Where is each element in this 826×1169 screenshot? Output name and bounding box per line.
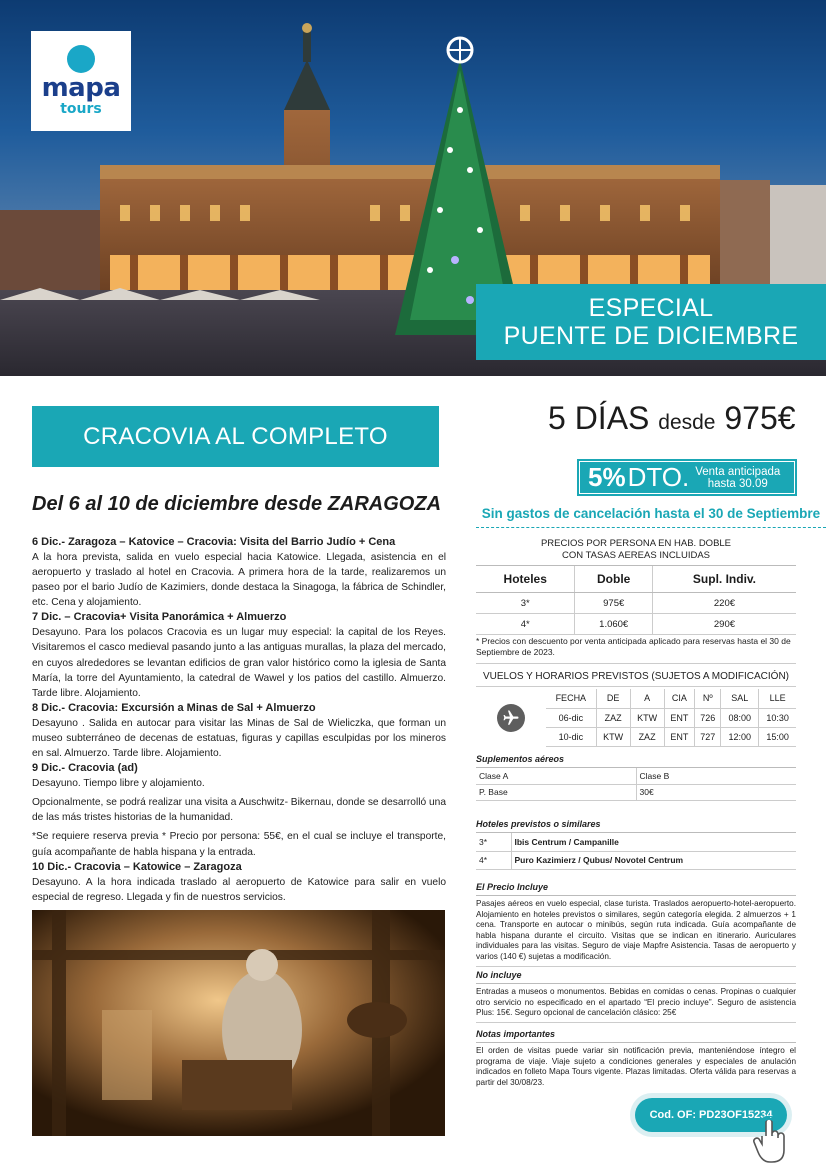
day-5-heading: 10 Dic.- Cracovia – Katowice – Zaragoza [32, 860, 242, 873]
plane-icon [497, 704, 525, 732]
table-row [546, 708, 796, 727]
day-1-heading: 6 Dic.- Zaragoza – Katovice – Cracovia: Visita del Barrio Judío + Cena [32, 536, 396, 548]
day-3-text: Desayuno . Salida en autocar para visitar las Minas de Sal de Wieliczka, que forman un museo subterráneo de decenas de estatuas, figuras y capillas esculpidas por los mineros en sal. Almuerzo. Tarde libre. Alojamiento. [32, 717, 446, 760]
hotels-table [476, 833, 796, 870]
col-supl: Supl. Indiv. [652, 566, 796, 593]
cell: Puro Kazimierz / Qubus/ Novotel Centrum [511, 851, 796, 869]
cell: 3* [476, 593, 575, 614]
col-a: A [630, 689, 664, 708]
cell: 06-dic [546, 708, 596, 727]
prices-note: * Precios con descuento por venta anticipada aplicado para reservas hasta el 30 de Septiembre de 2023. [476, 636, 796, 664]
day-4-optional-price: *Se requiere reserva previa * Precio por persona: 55€, en el cual se incluye el transporte, guía acompañante de habla hispana y la entrada. [32, 831, 446, 858]
trip-price: 975€ [724, 400, 796, 436]
discount-word: DTO. [627, 462, 690, 492]
cell: 726 [695, 708, 721, 727]
flights-block [476, 689, 796, 746]
includes-section [476, 882, 796, 967]
cell: KTW [630, 708, 664, 727]
day-4-heading: 9 Dic.- Cracovia (ad) [32, 762, 138, 775]
offer-code-button[interactable]: Cod. OF: PD23OF15234 [635, 1098, 787, 1132]
table-row [476, 768, 796, 784]
banner-line-2: PUENTE DE DICIEMBRE [503, 322, 799, 350]
prices-table [476, 565, 796, 635]
cell: Ibis Centrum / Campanille [511, 833, 796, 851]
special-banner [476, 284, 826, 360]
day-3-heading: 8 Dic.- Cracovia: Excursión a Minas de Sal + Almuerzo [32, 701, 316, 714]
cell: Clase A [476, 768, 636, 784]
logo-dot-icon [67, 45, 95, 73]
cell: ZAZ [630, 727, 664, 746]
cell: 4* [476, 851, 511, 869]
discount-note [695, 466, 780, 490]
cell: 220€ [652, 593, 796, 614]
hero-image [0, 0, 826, 376]
hotels-title: Hoteles previstos o similares [476, 819, 796, 833]
day-2-text: Desayuno. Para los polacos Cracovia es un lugar muy especial: la capital de los Reyes. Visitaremos el casco medieval pasando junto a las antiguas murallas, la plaza del mercado, en cuyos alrededores se levantan edificios de gran valor histórico como la iglesia de Santa María, la torre del Ayuntamiento, la catedral de Wawel y los patios del castillo. Almuerzo. Tarde libre. Alojamiento. [32, 627, 446, 699]
includes-title: El Precio Incluye [476, 882, 796, 896]
supplements-section [476, 754, 796, 801]
flights-table [546, 689, 796, 747]
cell: 15:00 [759, 727, 796, 746]
col-fecha: FECHA [546, 689, 596, 708]
col-de: DE [596, 689, 630, 708]
col-num: Nº [695, 689, 721, 708]
cell: KTW [596, 727, 630, 746]
itinerary [32, 535, 446, 905]
day-5-text: Desayuno. A la hora indicada traslado al aeropuerto de Katowice para salir en vuelo especial de regreso. Llegada y fin de nuestros servicios. [32, 876, 446, 903]
desde-label: desde [658, 411, 716, 434]
discount-note-2: hasta 30.09 [707, 477, 768, 490]
not-included-title: No incluye [476, 970, 796, 984]
cell: 08:00 [721, 708, 759, 727]
discount-pct: 5% [588, 462, 626, 492]
discount-note-1: Venta anticipada [695, 465, 781, 478]
day-4-text: Desayuno. Tiempo libre y alojamiento. [32, 778, 205, 790]
logo-name: mapa [41, 73, 121, 103]
cell: P. Base [476, 784, 636, 800]
prices-heading-1: PRECIOS POR PERSONA EN HAB. DOBLE [540, 538, 732, 549]
cell: ZAZ [596, 708, 630, 727]
col-doble: Doble [575, 566, 652, 593]
hotels-section [476, 819, 796, 870]
cell: 4* [476, 614, 575, 635]
day-1-text: A la hora prevista, salida en vuelo especial hacia Katowice. Llegada, asistencia en el aeropuerto y traslado al hotel en Cracovia. A primera hora de la tarde, realizaremos un paseo por el bario Judío de Kazimiers, donde destaca la Sinagoga, la fábrica de Schindler, etc. Cena y alojamiento. [32, 552, 446, 609]
price-headline [548, 400, 798, 437]
dates-heading: Del 6 al 10 de diciembre desde ZARAGOZA [32, 493, 442, 515]
cell: 12:00 [721, 727, 759, 746]
table-row [546, 727, 796, 746]
cell: 10-dic [546, 727, 596, 746]
cell: 290€ [652, 614, 796, 635]
col-cia: CIA [664, 689, 695, 708]
notes-text: El orden de visitas puede variar sin notificación previa, manteniéndose íntegro el programa de viaje. Viaje sujeto a condiciones generales y especiales de anulación indicados en folleto Mapa Tours vigente. Plazas limitadas. Oferta válida para reservas a partir del 30/08/23. [476, 1046, 796, 1087]
day-4-optional: Opcionalmente, se podrá realizar una visita a Auschwitz- Bikernau, donde se desarrolló una de las más tristes historias de la humanidad. [32, 797, 446, 824]
cell: Clase B [636, 768, 796, 784]
cell: 1.060€ [575, 614, 652, 635]
supplements-title: Suplementos aéreos [476, 754, 796, 768]
table-row [476, 593, 796, 614]
logo-sub: tours [60, 101, 102, 117]
mapa-tours-logo [31, 31, 131, 131]
notes-section [476, 1029, 796, 1091]
not-included-text: Entradas a museos o monumentos. Bebidas en comidas o cenas. Propinas o cualquier otro servicio no especificado en el apartado “El precio incluye”. Seguro de asistencia Plus: 15€. Seguro opcional de cancelación clásico: 25€ [476, 984, 796, 1023]
cell: 3* [476, 833, 511, 851]
table-row [476, 851, 796, 869]
trip-days: 5 DÍAS [548, 400, 650, 436]
cell: 975€ [575, 593, 652, 614]
day-2-heading: 7 Dic. – Cracovia+ Visita Panorámica + Almuerzo [32, 611, 287, 624]
flights-heading: VUELOS Y HORARIOS PREVISTOS (SUJETOS A MODIFICACIÓN) [476, 671, 796, 687]
banner-line-1: ESPECIAL [588, 294, 714, 322]
trip-title: CRACOVIA AL COMPLETO [32, 406, 439, 467]
no-cancel-notice: Sin gastos de cancelación hasta el 30 de Septiembre [476, 502, 826, 528]
cell: 30€ [636, 784, 796, 800]
notes-title: Notas importantes [476, 1029, 796, 1043]
salt-mine-photo [32, 910, 445, 1136]
col-lle: LLE [759, 689, 796, 708]
discount-badge [577, 459, 797, 496]
col-sal: SAL [721, 689, 759, 708]
table-row [476, 784, 796, 800]
cell: 727 [695, 727, 721, 746]
table-row [476, 614, 796, 635]
cell: ENT [664, 708, 695, 727]
not-included-section [476, 970, 796, 1023]
cell: 10:30 [759, 708, 796, 727]
pointer-hand-icon [752, 1116, 792, 1166]
col-hoteles: Hoteles [476, 566, 575, 593]
includes-text: Pasajes aéreos en vuelo especial, clase turista. Traslados aeropuerto-hotel-aeropuerto. Alojamiento en hoteles previstos o similares, según categoría elegida. 2 almuerzos + 1 cena. Transporte en autocar o minibús, según ruta indicada. Guía acompañante de habla hispana durante el circuito. Visitas que se indican en itinerario. Auriculares individuales para las visitas. Seguro de viaje Mapfre Asistencia. Tasas de aeropuerto y varios (140 €) sujetas a modificación. [476, 896, 796, 967]
supplements-table [476, 768, 796, 801]
prices-heading [476, 538, 796, 562]
table-row [476, 833, 796, 851]
cell: ENT [664, 727, 695, 746]
prices-heading-2: CON TASAS AEREAS INCLUIDAS [562, 550, 710, 561]
